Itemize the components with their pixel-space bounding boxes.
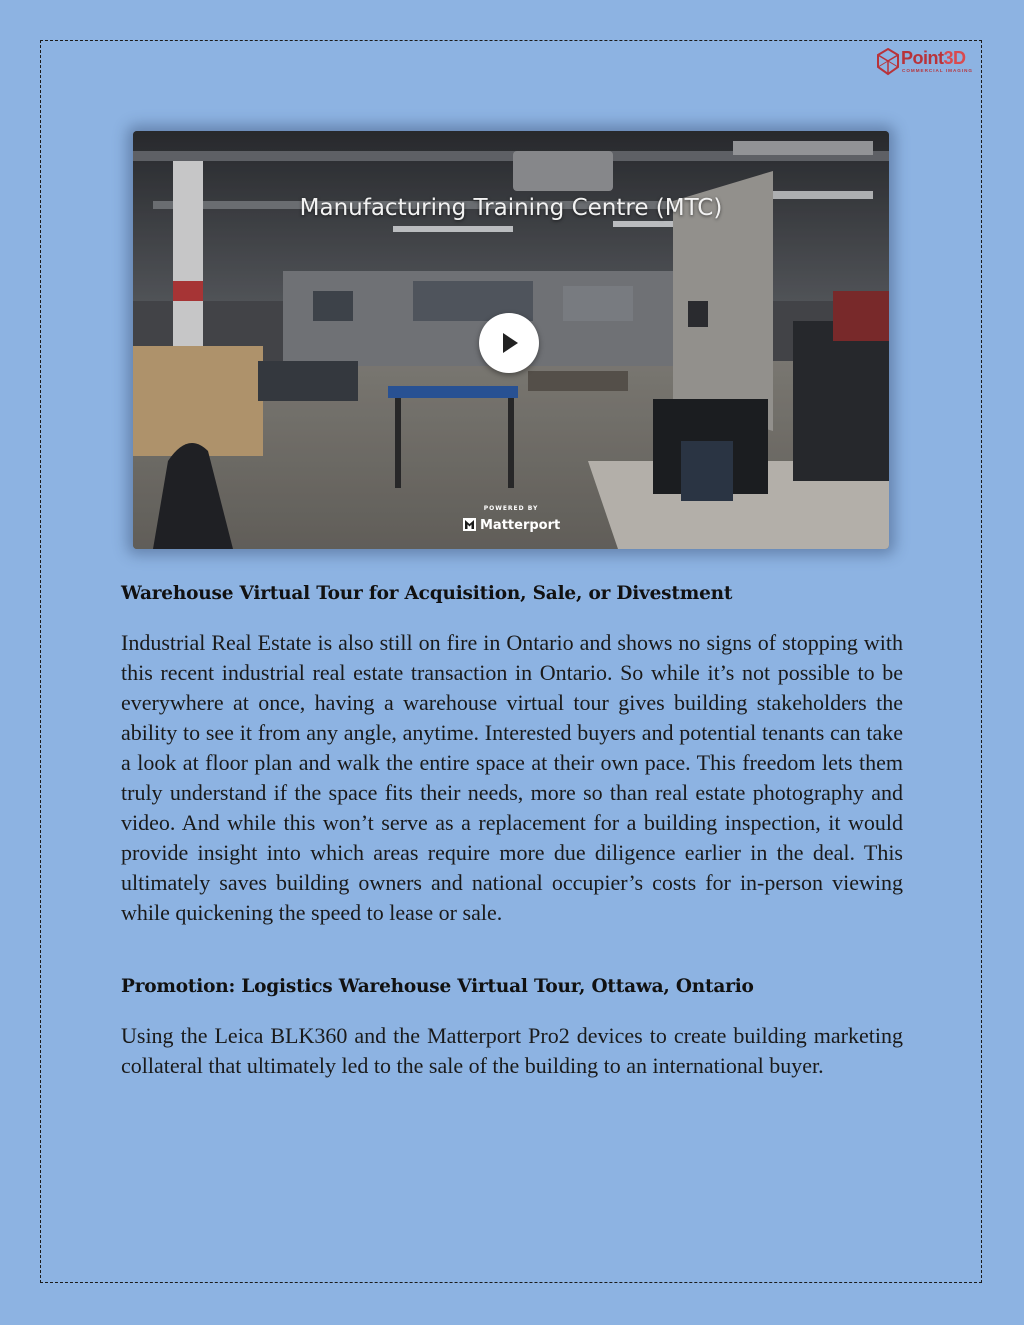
matterport-logo-icon (463, 518, 476, 531)
play-button[interactable] (479, 313, 539, 373)
logo-tagline: COMMERCIAL IMAGING (902, 68, 973, 73)
play-icon (503, 333, 518, 353)
logo-wordmark: Point3D (901, 48, 966, 68)
matterport-video-embed[interactable] (133, 131, 889, 549)
video-title: Manufacturing Training Centre (MTC) (299, 195, 723, 221)
section-body-promotion: Using the Leica BLK360 and the Matterport Pro2 devices to create building marketing collateral that ultimately led to the sale of the building to an international buyer. (121, 1023, 903, 1078)
point3d-logo (876, 47, 976, 79)
section-body-warehouse-tour: Industrial Real Estate is also still on fire in Ontario and shows no signs of stopping with this recent industrial real estate transaction in Ontario. So while it’s not possible to be everywhere at once, having a warehouse virtual tour gives building stakeholders the ability to see it from any angle, anytime. Interested buyers and potential tenants can take a look at floor plan and walk the entire space at their own pace. This freedom lets them truly understand if the space fits their needs, more so than real estate photography and video. And while this won’t serve as a replacement for a building inspection, it would provide insight into which areas require more due diligence earlier in the deal. This ultimately saves building owners and national occupier’s costs for in-person viewing while quickening the speed to lease or sale. (121, 630, 903, 925)
section-heading-promotion: Promotion: Logistics Warehouse Virtual Tour, Ottawa, Ontario (121, 976, 754, 997)
polyhedron-logo-icon (876, 47, 900, 77)
powered-by-label: POWERED BY (483, 505, 539, 512)
matterport-brand[interactable] (463, 517, 560, 535)
section-heading-warehouse-tour: Warehouse Virtual Tour for Acquisition, Sale, or Divestment (121, 583, 733, 604)
matterport-brand-label: Matterport (480, 518, 561, 533)
